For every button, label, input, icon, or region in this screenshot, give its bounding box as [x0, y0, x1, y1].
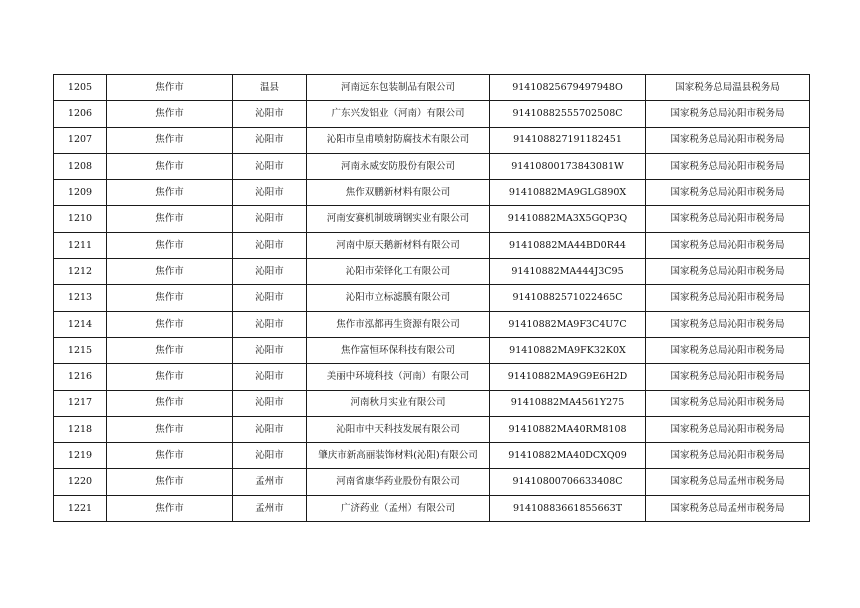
city-cell: 焦作市: [107, 206, 233, 232]
credit-code-cell: 91410882MA4561Y275: [490, 390, 646, 416]
credit-code-cell: 91410882MA40RM8108: [490, 416, 646, 442]
city-cell: 焦作市: [107, 416, 233, 442]
city-cell: 焦作市: [107, 364, 233, 390]
credit-code-cell: 91410825679497948O: [490, 75, 646, 101]
table-row: [54, 180, 810, 206]
table-row: [54, 75, 810, 101]
tax-bureau-cell: 国家税务总局温县税务局: [646, 75, 810, 101]
row-number-cell: 1215: [54, 337, 107, 363]
row-number-cell: 1217: [54, 390, 107, 416]
table-row: [54, 443, 810, 469]
table-row: [54, 390, 810, 416]
tax-bureau-cell: 国家税务总局沁阳市税务局: [646, 416, 810, 442]
city-cell: 焦作市: [107, 285, 233, 311]
tax-bureau-cell: 国家税务总局沁阳市税务局: [646, 311, 810, 337]
district-cell: 沁阳市: [233, 364, 307, 390]
taxpayer-table: [53, 74, 810, 522]
company-name-cell: 河南永威安防股份有限公司: [307, 153, 490, 179]
city-cell: 焦作市: [107, 259, 233, 285]
company-name-cell: 广东兴发铝业（河南）有限公司: [307, 101, 490, 127]
row-number-cell: 1219: [54, 443, 107, 469]
table-row: [54, 206, 810, 232]
company-name-cell: 河南远东包装制品有限公司: [307, 75, 490, 101]
row-number-cell: 1205: [54, 75, 107, 101]
city-cell: 焦作市: [107, 153, 233, 179]
table-body: [54, 75, 810, 522]
company-name-cell: 河南省康华药业股份有限公司: [307, 469, 490, 495]
city-cell: 焦作市: [107, 75, 233, 101]
company-name-cell: 河南中原天鹅新材料有限公司: [307, 232, 490, 258]
credit-code-cell: 91410882555702508C: [490, 101, 646, 127]
district-cell: 孟州市: [233, 469, 307, 495]
credit-code-cell: 91410882MA9FK32K0X: [490, 337, 646, 363]
table-row: [54, 232, 810, 258]
credit-code-cell: 91410800706633408C: [490, 469, 646, 495]
district-cell: 沁阳市: [233, 311, 307, 337]
row-number-cell: 1208: [54, 153, 107, 179]
city-cell: 焦作市: [107, 127, 233, 153]
tax-bureau-cell: 国家税务总局沁阳市税务局: [646, 206, 810, 232]
district-cell: 沁阳市: [233, 443, 307, 469]
company-name-cell: 沁阳市皇甫喷射防腐技术有限公司: [307, 127, 490, 153]
table-row: [54, 127, 810, 153]
credit-code-cell: 91410882MA40DCXQ09: [490, 443, 646, 469]
credit-code-cell: 91410800173843081W: [490, 153, 646, 179]
row-number-cell: 1213: [54, 285, 107, 311]
city-cell: 焦作市: [107, 232, 233, 258]
row-number-cell: 1211: [54, 232, 107, 258]
tax-bureau-cell: 国家税务总局孟州市税务局: [646, 495, 810, 521]
district-cell: 孟州市: [233, 495, 307, 521]
credit-code-cell: 91410882MA3X5GQP3Q: [490, 206, 646, 232]
tax-bureau-cell: 国家税务总局沁阳市税务局: [646, 285, 810, 311]
district-cell: 温县: [233, 75, 307, 101]
table-row: [54, 311, 810, 337]
district-cell: 沁阳市: [233, 285, 307, 311]
company-name-cell: 焦作双鹏新材料有限公司: [307, 180, 490, 206]
company-name-cell: 肇庆市新高丽装饰材料(沁阳)有限公司: [307, 443, 490, 469]
company-name-cell: 河南秋月实业有限公司: [307, 390, 490, 416]
credit-code-cell: 91410882MA444J3C95: [490, 259, 646, 285]
row-number-cell: 1210: [54, 206, 107, 232]
district-cell: 沁阳市: [233, 180, 307, 206]
row-number-cell: 1214: [54, 311, 107, 337]
table-row: [54, 364, 810, 390]
city-cell: 焦作市: [107, 495, 233, 521]
city-cell: 焦作市: [107, 337, 233, 363]
row-number-cell: 1221: [54, 495, 107, 521]
district-cell: 沁阳市: [233, 337, 307, 363]
row-number-cell: 1209: [54, 180, 107, 206]
table-row: [54, 153, 810, 179]
credit-code-cell: 914108827191182451: [490, 127, 646, 153]
table-row: [54, 101, 810, 127]
row-number-cell: 1216: [54, 364, 107, 390]
credit-code-cell: 91410882MA9GLG890X: [490, 180, 646, 206]
company-name-cell: 焦作富恒环保科技有限公司: [307, 337, 490, 363]
tax-bureau-cell: 国家税务总局沁阳市税务局: [646, 364, 810, 390]
tax-bureau-cell: 国家税务总局沁阳市税务局: [646, 153, 810, 179]
credit-code-cell: 91410883661855663T: [490, 495, 646, 521]
district-cell: 沁阳市: [233, 206, 307, 232]
city-cell: 焦作市: [107, 469, 233, 495]
district-cell: 沁阳市: [233, 101, 307, 127]
district-cell: 沁阳市: [233, 232, 307, 258]
tax-bureau-cell: 国家税务总局沁阳市税务局: [646, 443, 810, 469]
district-cell: 沁阳市: [233, 416, 307, 442]
table-row: [54, 495, 810, 521]
company-name-cell: 广济药业（孟州）有限公司: [307, 495, 490, 521]
tax-bureau-cell: 国家税务总局沁阳市税务局: [646, 101, 810, 127]
tax-bureau-cell: 国家税务总局沁阳市税务局: [646, 390, 810, 416]
district-cell: 沁阳市: [233, 153, 307, 179]
city-cell: 焦作市: [107, 101, 233, 127]
district-cell: 沁阳市: [233, 390, 307, 416]
tax-bureau-cell: 国家税务总局沁阳市税务局: [646, 180, 810, 206]
table-row: [54, 416, 810, 442]
tax-bureau-cell: 国家税务总局沁阳市税务局: [646, 337, 810, 363]
company-name-cell: 河南安赛机制玻璃钢实业有限公司: [307, 206, 490, 232]
table-row: [54, 469, 810, 495]
company-name-cell: 焦作市泓都再生资源有限公司: [307, 311, 490, 337]
row-number-cell: 1218: [54, 416, 107, 442]
city-cell: 焦作市: [107, 443, 233, 469]
credit-code-cell: 91410882571022465C: [490, 285, 646, 311]
tax-bureau-cell: 国家税务总局沁阳市税务局: [646, 232, 810, 258]
credit-code-cell: 91410882MA9G9E6H2D: [490, 364, 646, 390]
company-name-cell: 沁阳市荣铎化工有限公司: [307, 259, 490, 285]
table-row: [54, 285, 810, 311]
credit-code-cell: 91410882MA44BD0R44: [490, 232, 646, 258]
row-number-cell: 1206: [54, 101, 107, 127]
credit-code-cell: 91410882MA9F3C4U7C: [490, 311, 646, 337]
city-cell: 焦作市: [107, 390, 233, 416]
row-number-cell: 1212: [54, 259, 107, 285]
city-cell: 焦作市: [107, 180, 233, 206]
company-name-cell: 沁阳市立标滤膜有限公司: [307, 285, 490, 311]
row-number-cell: 1220: [54, 469, 107, 495]
row-number-cell: 1207: [54, 127, 107, 153]
tax-bureau-cell: 国家税务总局沁阳市税务局: [646, 259, 810, 285]
city-cell: 焦作市: [107, 311, 233, 337]
tax-bureau-cell: 国家税务总局孟州市税务局: [646, 469, 810, 495]
table-row: [54, 337, 810, 363]
table-row: [54, 259, 810, 285]
district-cell: 沁阳市: [233, 259, 307, 285]
company-name-cell: 沁阳市中天科技发展有限公司: [307, 416, 490, 442]
district-cell: 沁阳市: [233, 127, 307, 153]
company-name-cell: 美丽中环境科技（河南）有限公司: [307, 364, 490, 390]
tax-bureau-cell: 国家税务总局沁阳市税务局: [646, 127, 810, 153]
